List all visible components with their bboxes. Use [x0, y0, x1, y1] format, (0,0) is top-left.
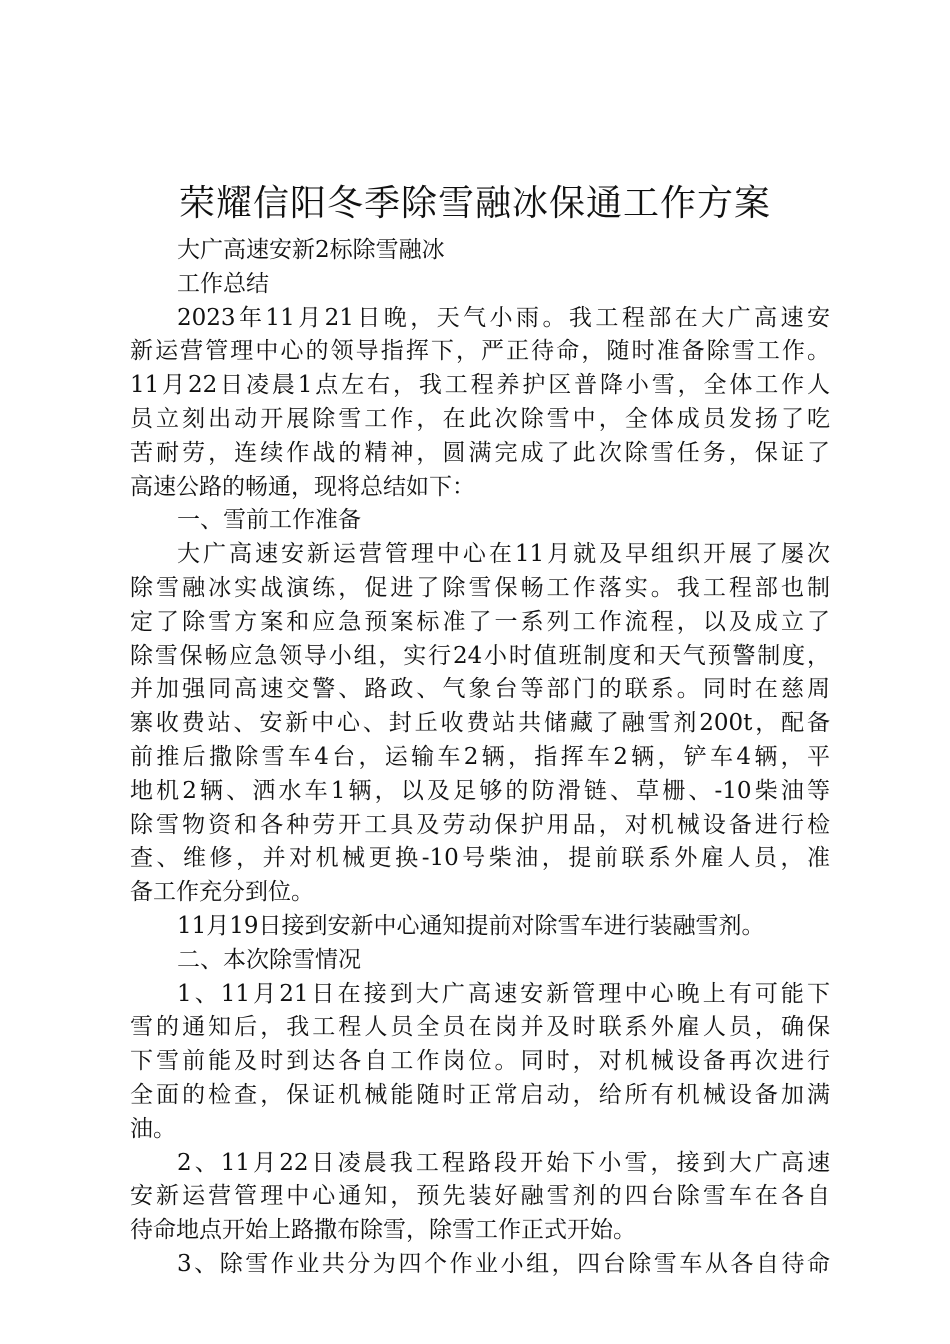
paragraph-line: 大广高速安新2标除雪融冰 [177, 237, 445, 263]
paragraph-line: 2、11月22日凌晨我工程路段开始下小雪，接到大广高速 [177, 1149, 830, 1176]
paragraph-line: 备工作充分到位。 [130, 879, 314, 906]
paragraph-line: 二、本次除雪情况 [177, 946, 361, 973]
paragraph-line: 新运营管理中心的领导指挥下，严正待命，随时准备除雪工作。 [130, 338, 830, 365]
paragraph-line: 一、雪前工作准备 [177, 507, 361, 534]
paragraph-line: 定了除雪方案和应急预案标准了一系列工作流程，以及成立了 [130, 608, 830, 635]
paragraph-line: 并加强同高速交警、路政、气象台等部门的联系。同时在慈周 [130, 676, 830, 703]
paragraph-line: 3、除雪作业共分为四个作业小组，四台除雪车从各自待命 [177, 1250, 830, 1277]
document-title: 荣耀信阳冬季除雪融冰保通工作方案 [178, 183, 771, 224]
paragraph-line: 苦耐劳，连续作战的精神，圆满完成了此次除雪任务，保证了 [130, 439, 830, 466]
document-body [130, 234, 830, 1282]
paragraph-line: 雪的通知后，我工程人员全员在岗并及时联系外雇人员，确保 [130, 1014, 830, 1041]
paragraph-line: 地机2辆、洒水车1辆，以及足够的防滑链、草栅、-10柴油等 [130, 777, 830, 804]
paragraph-line: 员立刻出动开展除雪工作，在此次除雪中，全体成员发扬了吃 [130, 405, 830, 432]
paragraph-line: 前推后撒除雪车4台，运输车2辆，指挥车2辆，铲车4辆，平 [130, 743, 830, 770]
paragraph-line: 除雪保畅应急领导小组，实行24小时值班制度和天气预警制度， [130, 642, 830, 669]
paragraph-line: 待命地点开始上路撒布除雪，除雪工作正式开始。 [130, 1217, 636, 1244]
paragraph-line: 除雪融冰实战演练，促进了除雪保畅工作落实。我工程部也制 [130, 574, 830, 601]
paragraph-line: 高速公路的畅通，现将总结如下： [130, 473, 475, 500]
paragraph-line: 寨收费站、安新中心、封丘收费站共储藏了融雪剂200t，配备 [130, 710, 830, 737]
paragraph-line: 安新运营管理中心通知，预先装好融雪剂的四台除雪车在各自 [130, 1183, 830, 1210]
paragraph-line: 油。 [130, 1115, 176, 1142]
paragraph-line: 2023年11月21日晚，天气小雨。我工程部在大广高速安 [177, 304, 830, 331]
paragraph-line: 除雪物资和各种劳开工具及劳动保护用品，对机械设备进行检 [130, 811, 830, 838]
paragraph-line: 1、11月21日在接到大广高速安新管理中心晚上有可能下 [177, 980, 830, 1007]
paragraph-line: 大广高速安新运营管理中心在11月就及早组织开展了屡次 [177, 541, 830, 568]
paragraph-line: 查、维修，并对机械更换-10号柴油，提前联系外雇人员，准 [130, 845, 830, 872]
paragraph-line: 全面的检查，保证机械能随时正常启动，给所有机械设备加满 [130, 1081, 830, 1108]
paragraph-line: 11月19日接到安新中心通知提前对除雪车进行装融雪剂。 [177, 912, 765, 939]
paragraph-line: 11月22日凌晨1点左右，我工程养护区普降小雪，全体工作人 [130, 372, 830, 399]
paragraph-line: 工作总结 [177, 270, 269, 297]
paragraph-line: 下雪前能及时到达各自工作岗位。同时，对机械设备再次进行 [130, 1048, 830, 1075]
